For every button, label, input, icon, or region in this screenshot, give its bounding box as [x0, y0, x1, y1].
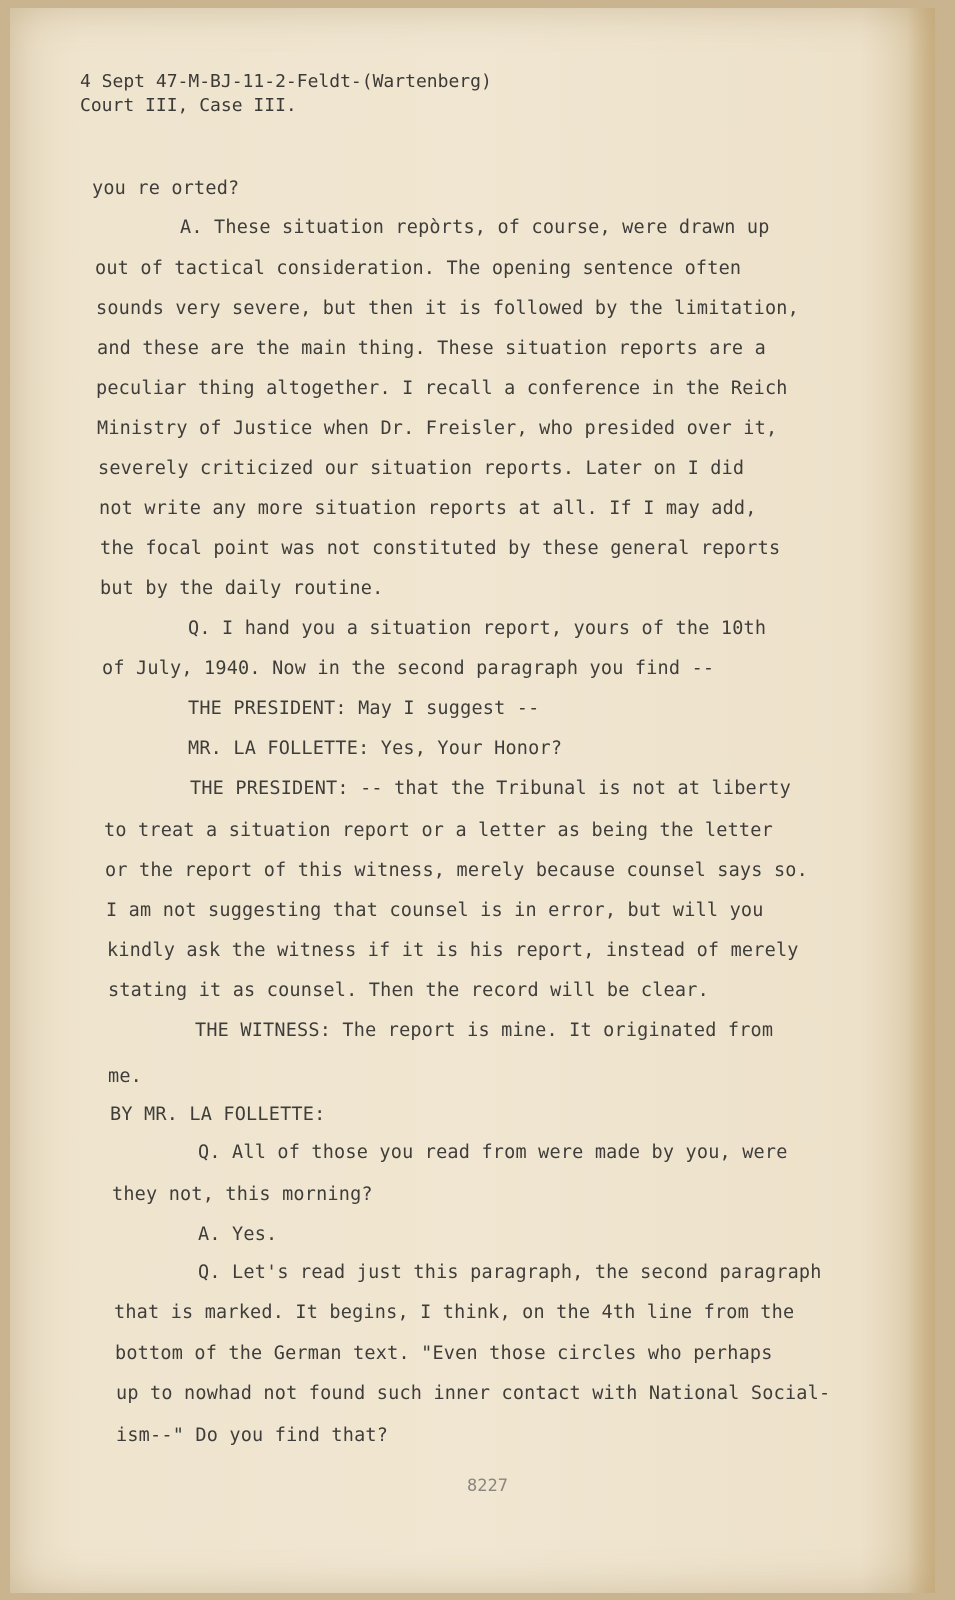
- transcript-line: THE PRESIDENT: -- that the Tribunal is not at liberty: [190, 778, 791, 799]
- transcript-line: Q. I hand you a situation report, yours of the 10th: [188, 618, 767, 639]
- transcript-line: that is marked. It begins, I think, on the 4th line from the: [114, 1302, 795, 1323]
- header-line-1: 4 Sept 47-M-BJ-11-2-Feldt-(Wartenberg): [80, 71, 492, 92]
- transcript-line: BY MR. LA FOLLETTE:: [110, 1104, 326, 1125]
- transcript-line: THE WITNESS: The report is mine. It originated from: [195, 1020, 774, 1041]
- transcript-line: me.: [108, 1066, 143, 1087]
- header-line-2: Court III, Case III.: [80, 95, 297, 116]
- transcript-line: kindly ask the witness if it is his report, instead of merely: [107, 940, 799, 961]
- transcript-line: not write any more situation reports at all. If I may add,: [99, 498, 757, 519]
- page-number: 8227: [467, 1476, 508, 1496]
- transcript-line: of July, 1940. Now in the second paragraph you find --: [102, 658, 715, 679]
- transcript-line: or the report of this witness, merely because counsel says so.: [105, 860, 808, 881]
- transcript-line: A. These situation repòrts, of course, were drawn up: [180, 217, 770, 238]
- transcript-line: you re orted?: [92, 178, 240, 199]
- transcript-line: bottom of the German text. "Even those circles who perhaps: [115, 1343, 773, 1364]
- transcript-line: out of tactical consideration. The opening sentence often: [95, 258, 742, 279]
- transcript-line: stating it as counsel. Then the record will be clear.: [108, 980, 709, 1001]
- transcript-line: and these are the main thing. These situation reports are a: [97, 338, 766, 359]
- transcript-line: A. Yes.: [198, 1224, 278, 1245]
- transcript-line: MR. LA FOLLETTE: Yes, Your Honor?: [188, 738, 563, 759]
- transcript-line: peculiar thing altogether. I recall a conference in the Reich: [96, 378, 788, 399]
- transcript-line: to treat a situation report or a letter as being the letter: [104, 820, 773, 841]
- transcript-line: Ministry of Justice when Dr. Freisler, who presided over it,: [97, 418, 778, 439]
- transcript-line: THE PRESIDENT: May I suggest --: [188, 698, 540, 719]
- document-header: [80, 70, 492, 118]
- transcript-line: sounds very severe, but then it is followed by the limitation,: [96, 298, 799, 319]
- transcript-line: the focal point was not constituted by these general reports: [100, 538, 781, 559]
- transcript-line: Q. Let's read just this paragraph, the second paragraph: [198, 1262, 822, 1283]
- transcript-line: severely criticized our situation reports. Later on I did: [98, 458, 745, 479]
- transcript-line: up to nowhad not found such inner contact with National Social-: [116, 1383, 831, 1404]
- transcript-line: but by the daily routine.: [100, 578, 384, 599]
- transcript-line: they not, this morning?: [112, 1184, 373, 1205]
- page-edge-shadow: [907, 8, 935, 1593]
- transcript-line: I am not suggesting that counsel is in error, but will you: [106, 900, 764, 921]
- transcript-line: Q. All of those you read from were made by you, were: [198, 1142, 788, 1163]
- transcript-line: ism--" Do you find that?: [116, 1425, 389, 1446]
